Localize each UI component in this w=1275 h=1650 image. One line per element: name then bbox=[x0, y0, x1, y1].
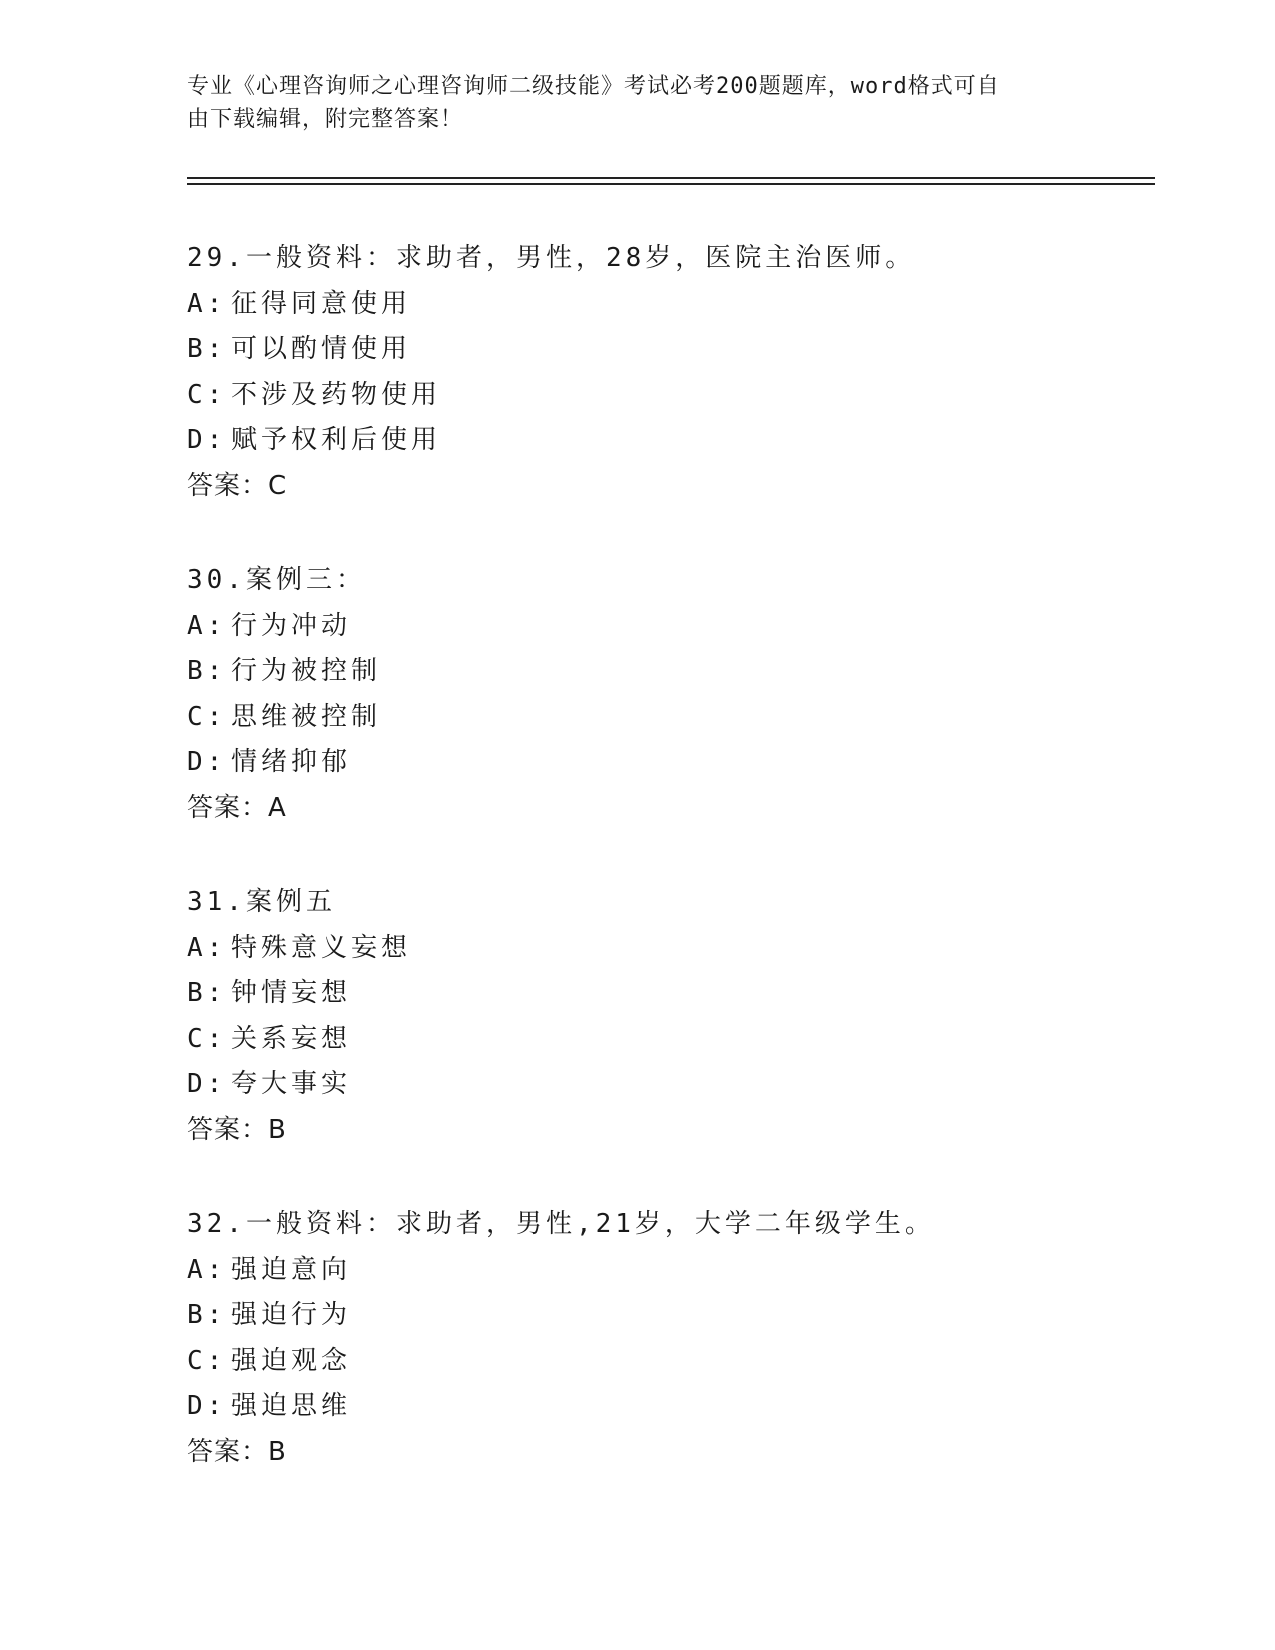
option-text: 不涉及药物使用 bbox=[231, 379, 442, 410]
answer: 答案：B bbox=[187, 1114, 287, 1145]
question-31 bbox=[187, 880, 1147, 1153]
question-list bbox=[187, 236, 1147, 1524]
option-b bbox=[187, 1293, 1147, 1339]
option-b bbox=[187, 971, 1147, 1017]
option-b bbox=[187, 649, 1147, 695]
option-a bbox=[187, 604, 1147, 650]
option-text: 关系妄想 bbox=[231, 1023, 352, 1054]
option-d bbox=[187, 740, 1147, 786]
option-text: 强迫意向 bbox=[231, 1254, 352, 1285]
option-text: 情绪抑郁 bbox=[231, 747, 352, 777]
option-c bbox=[187, 1339, 1147, 1385]
option-key: C: bbox=[187, 701, 227, 732]
option-text: 赋予权利后使用 bbox=[231, 425, 442, 455]
option-key: D: bbox=[187, 1069, 227, 1099]
option-text: 思维被控制 bbox=[231, 701, 382, 732]
question-stem: 32.一般资料：求助者，男性,21岁，大学二年级学生。 bbox=[187, 1209, 935, 1239]
option-text: 钟情妄想 bbox=[231, 978, 352, 1008]
option-text: 可以酌情使用 bbox=[231, 334, 412, 364]
answer: 答案：B bbox=[187, 1436, 287, 1467]
option-text: 夸大事实 bbox=[231, 1069, 352, 1099]
document-header bbox=[187, 70, 1067, 136]
option-key: A: bbox=[187, 288, 227, 319]
option-text: 行为被控制 bbox=[231, 656, 382, 686]
option-text: 强迫思维 bbox=[231, 1391, 352, 1421]
header-divider-top bbox=[187, 177, 1155, 179]
option-key: C: bbox=[187, 379, 227, 410]
option-a bbox=[187, 926, 1147, 972]
answer: 答案：C bbox=[187, 470, 288, 501]
option-key: B: bbox=[187, 1300, 227, 1330]
question-32 bbox=[187, 1202, 1147, 1475]
question-30 bbox=[187, 558, 1147, 831]
option-d bbox=[187, 1384, 1147, 1430]
option-a bbox=[187, 1248, 1147, 1294]
option-key: A: bbox=[187, 932, 227, 963]
option-key: D: bbox=[187, 425, 227, 455]
question-stem: 30.案例三： bbox=[187, 565, 366, 595]
option-key: C: bbox=[187, 1345, 227, 1376]
option-key: D: bbox=[187, 1391, 227, 1421]
header-line-1: 专业《心理咨询师之心理咨询师二级技能》考试必考200题题库，word格式可自 bbox=[187, 74, 1000, 99]
option-key: A: bbox=[187, 610, 227, 641]
question-29 bbox=[187, 236, 1147, 509]
option-key: B: bbox=[187, 978, 227, 1008]
question-stem: 29.一般资料：求助者，男性，28岁，医院主治医师。 bbox=[187, 243, 916, 273]
option-b bbox=[187, 327, 1147, 373]
option-key: B: bbox=[187, 656, 227, 686]
option-text: 强迫观念 bbox=[231, 1345, 352, 1376]
option-d bbox=[187, 1062, 1147, 1108]
option-key: D: bbox=[187, 747, 227, 777]
question-stem: 31.案例五 bbox=[187, 887, 336, 917]
option-key: B: bbox=[187, 334, 227, 364]
option-c bbox=[187, 695, 1147, 741]
option-text: 行为冲动 bbox=[231, 610, 352, 641]
option-text: 强迫行为 bbox=[231, 1300, 352, 1330]
header-divider-bottom bbox=[187, 183, 1155, 185]
option-c bbox=[187, 373, 1147, 419]
option-d bbox=[187, 418, 1147, 464]
option-text: 特殊意义妄想 bbox=[231, 932, 412, 963]
option-text: 征得同意使用 bbox=[231, 288, 412, 319]
option-c bbox=[187, 1017, 1147, 1063]
option-key: A: bbox=[187, 1254, 227, 1285]
answer: 答案：A bbox=[187, 792, 287, 823]
option-key: C: bbox=[187, 1023, 227, 1054]
option-a bbox=[187, 282, 1147, 328]
header-line-2: 由下载编辑，附完整答案！ bbox=[187, 107, 464, 132]
